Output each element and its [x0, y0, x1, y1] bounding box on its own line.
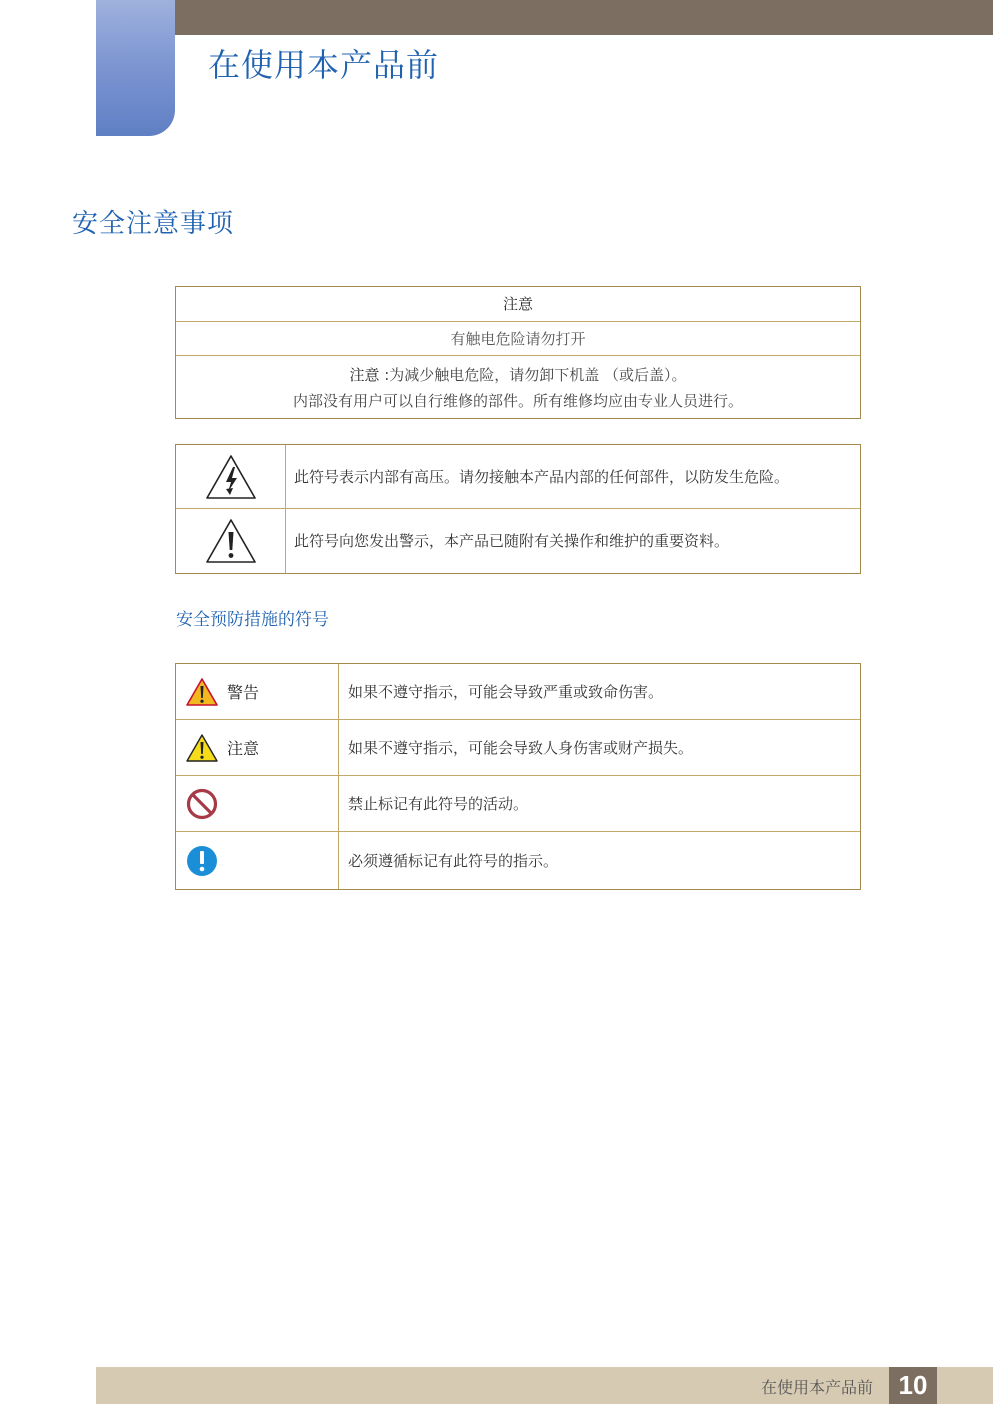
notice-heading: 注意 — [176, 287, 860, 322]
table-row — [176, 445, 860, 509]
notice-caution-text2: 内部没有用户可以自行维修的部件。所有维修均应由专业人员进行。 — [292, 392, 743, 410]
chapter-tab — [96, 0, 175, 136]
chapter-title: 在使用本产品前 — [208, 46, 440, 84]
precaution-text: 禁止标记有此符号的活动。 — [348, 795, 529, 813]
mandatory-icon — [185, 844, 219, 878]
notice-caution-line — [176, 362, 860, 388]
warning-triangle-icon — [185, 677, 219, 707]
precaution-text: 如果不遵守指示，可能会导致严重或致命伤害。 — [348, 683, 664, 701]
page-number: 10 — [889, 1367, 937, 1404]
footer-bar-tail — [937, 1367, 993, 1404]
precautions-title: 安全预防措施的符号 — [176, 610, 329, 630]
precaution-text: 必须遵循标记有此符号的指示。 — [348, 852, 559, 870]
table-row — [176, 664, 860, 720]
footer-chapter-label: 在使用本产品前 — [760, 1378, 873, 1397]
caution-triangle-icon — [185, 733, 219, 763]
precaution-label: 警告 — [227, 683, 260, 702]
section-title: 安全注意事项 — [72, 209, 235, 239]
table-row — [176, 509, 860, 573]
prohibited-icon — [185, 787, 219, 821]
table-row — [176, 720, 860, 776]
precautions-table — [175, 663, 861, 890]
lightning-warning-icon — [204, 453, 258, 501]
notice-caution-text: :为减少触电危险，请勿卸下机盖 （或后盖）。 — [379, 366, 687, 384]
exclamation-warning-icon — [204, 517, 258, 565]
header-bar — [175, 0, 993, 35]
precaution-label: 注意 — [227, 739, 260, 758]
symbol-text: 此符号表示内部有高压。请勿接触本产品内部的任何部件，以防发生危险。 — [294, 467, 790, 486]
precaution-text: 如果不遵守指示，可能会导致人身伤害或财产损失。 — [348, 739, 694, 757]
notice-caution-label: 注意 — [349, 366, 380, 384]
notice-table — [175, 286, 861, 419]
symbols-table — [175, 444, 861, 574]
symbol-text: 此符号向您发出警示，本产品已随附有关操作和维护的重要资料。 — [294, 532, 730, 550]
notice-subheading: 有触电危险请勿打开 — [176, 322, 860, 356]
notice-body — [176, 356, 860, 418]
table-row — [176, 776, 860, 832]
table-row — [176, 832, 860, 889]
